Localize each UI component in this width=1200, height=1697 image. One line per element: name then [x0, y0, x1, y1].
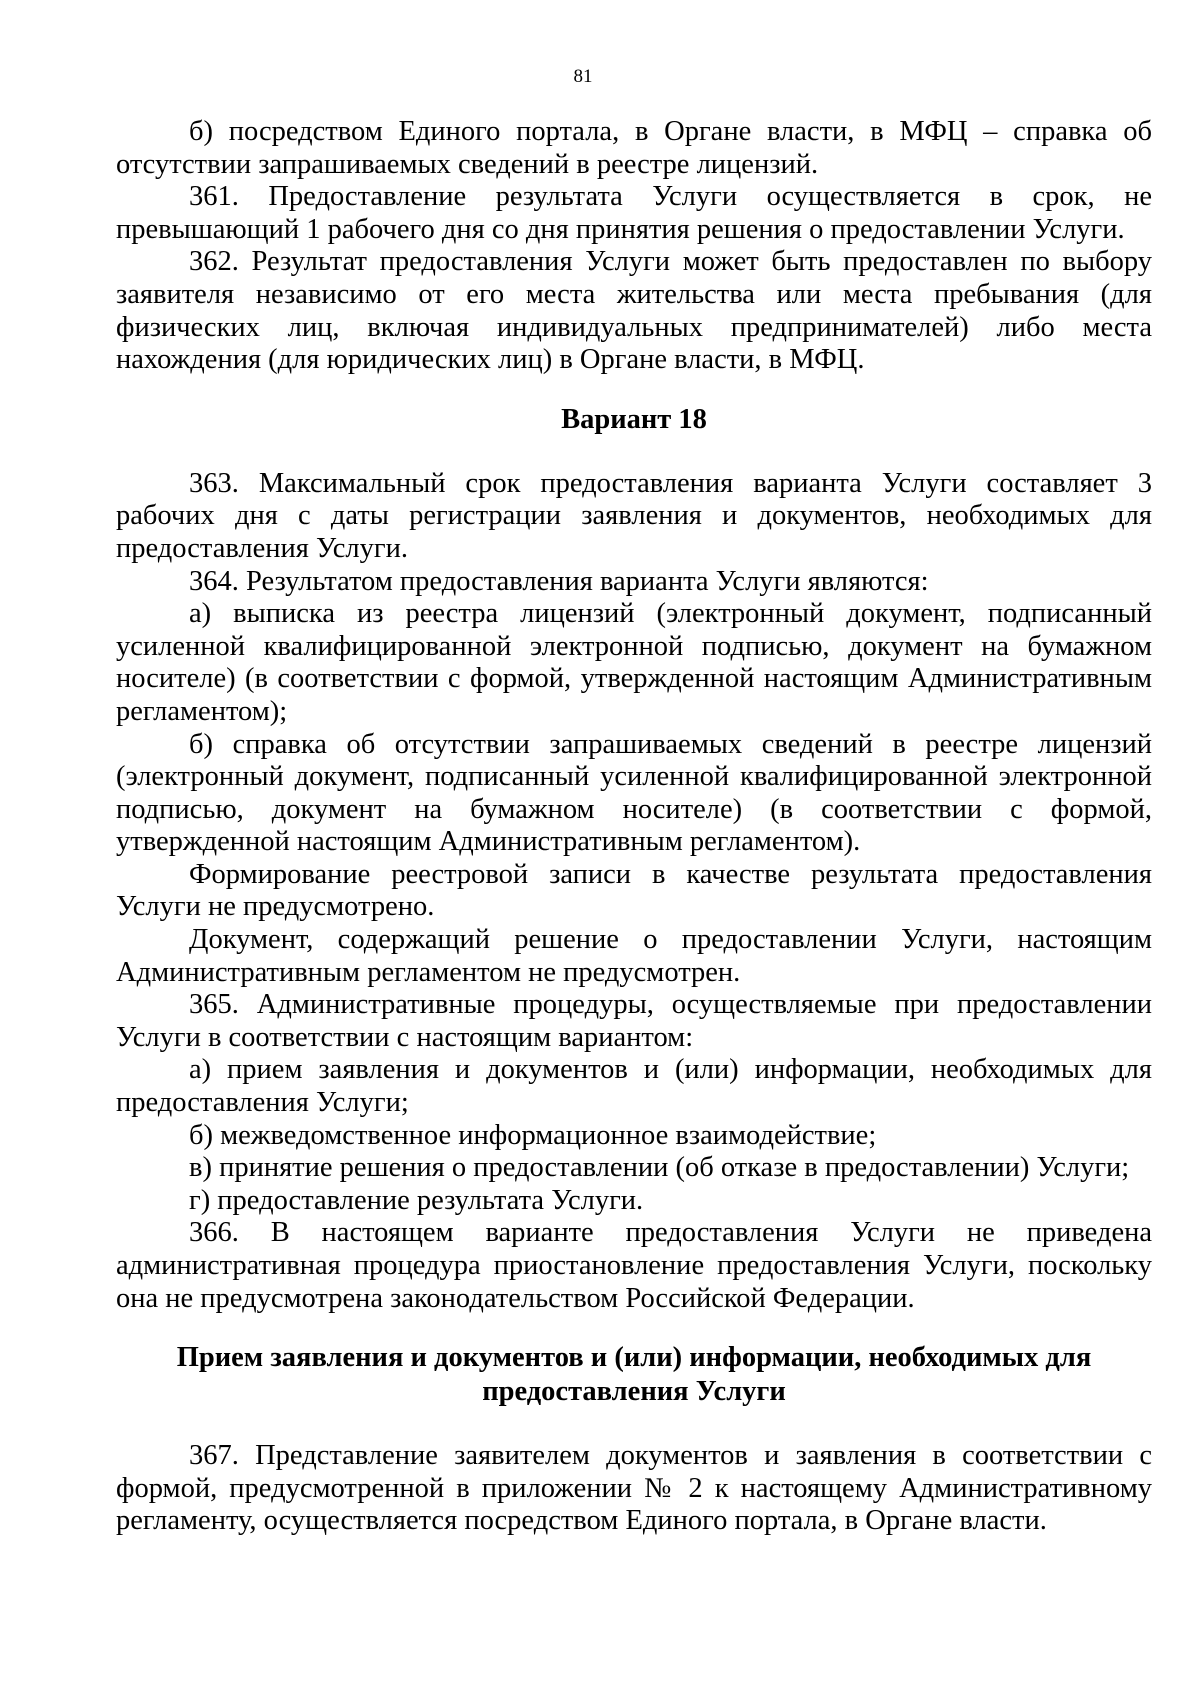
paragraph-365-item-c: в) принятие решения о предоставлении (об отказе в предоставлении) Услуги;: [189, 1152, 1130, 1184]
paragraph-registry-record: Формирование реестровой записи в качестве результата предоставления Услуги не предусмотрено.: [116, 858, 1152, 923]
paragraph-361: 361. Предоставление результата Услуги осуществляется в срок, не превышающий 1 рабочего дня со дня принятия решения о предоставлении Услуги.: [116, 181, 1152, 245]
paragraph-item-b-certificate: б) посредством Единого портала, в Органе власти, в МФЦ – справка об отсутствии запрашиваемых сведений в реестре лицензий.: [116, 116, 1152, 180]
paragraph-365-item-b: б) межведомственное информационное взаимодействие;: [189, 1119, 877, 1151]
paragraph-364-item-b: б) справка об отсутствии запрашиваемых сведений в реестре лицензий (электронный документ, подписанный усиленной квалифицированной электронной подписью, документ на бумажном носителе) (в соответствии с формой, утвержденной настоящим Административным регламентом).: [116, 728, 1152, 858]
variant-heading: Вариант 18: [561, 403, 707, 435]
section-heading-line-2: предоставления Услуги: [482, 1376, 786, 1408]
page-number: 81: [573, 66, 593, 87]
paragraph-365-item-d: г) предоставление результата Услуги.: [189, 1184, 644, 1216]
paragraph-362: 362. Результат предоставления Услуги может быть предоставлен по выбору заявителя независимо от его места жительства или места пребывания (для физических лиц, включая индивидуальных предпринимателей) либо места нахождения (для юридических лиц) в Органе власти, в МФЦ.: [116, 246, 1152, 376]
paragraph-365-item-a: а) прием заявления и документов и (или) информации, необходимых для предоставления Услуги;: [116, 1054, 1152, 1119]
paragraph-367: 367. Представление заявителем документов и заявления в соответствии с формой, предусмотренной в приложении № 2 к настоящему Административному регламенту, осуществляется посредством Единого портала, в Органе власти.: [116, 1440, 1152, 1537]
section-heading-line-1: Прием заявления и документов и (или) информации, необходимых для: [176, 1342, 1092, 1374]
document-body: [116, 116, 1152, 1538]
paragraph-365: 365. Административные процедуры, осуществляемые при предоставлении Услуги в соответствии с настоящим вариантом:: [116, 989, 1152, 1053]
paragraph-364: 364. Результатом предоставления варианта Услуги являются:: [189, 565, 929, 597]
section-heading: [116, 1341, 1152, 1409]
paragraph-366: 366. В настоящем варианте предоставления Услуги не приведена административная процедура приостановление предоставления Услуги, поскольку она не предусмотрена законодательством Российской Федерации.: [116, 1217, 1152, 1314]
paragraph-decision-document: Документ, содержащий решение о предоставлении Услуги, настоящим Административным регламентом не предусмотрен.: [116, 924, 1152, 988]
paragraph-364-item-a: а) выписка из реестра лицензий (электронный документ, подписанный усиленной квалифицированной электронной подписью, документ на бумажном носителе) (в соответствии с формой, утвержденной настоящим Административным регламентом);: [116, 598, 1152, 727]
paragraph-363: 363. Максимальный срок предоставления варианта Услуги составляет 3 рабочих дня с даты регистрации заявления и документов, необходимых для предоставления Услуги.: [116, 467, 1152, 564]
